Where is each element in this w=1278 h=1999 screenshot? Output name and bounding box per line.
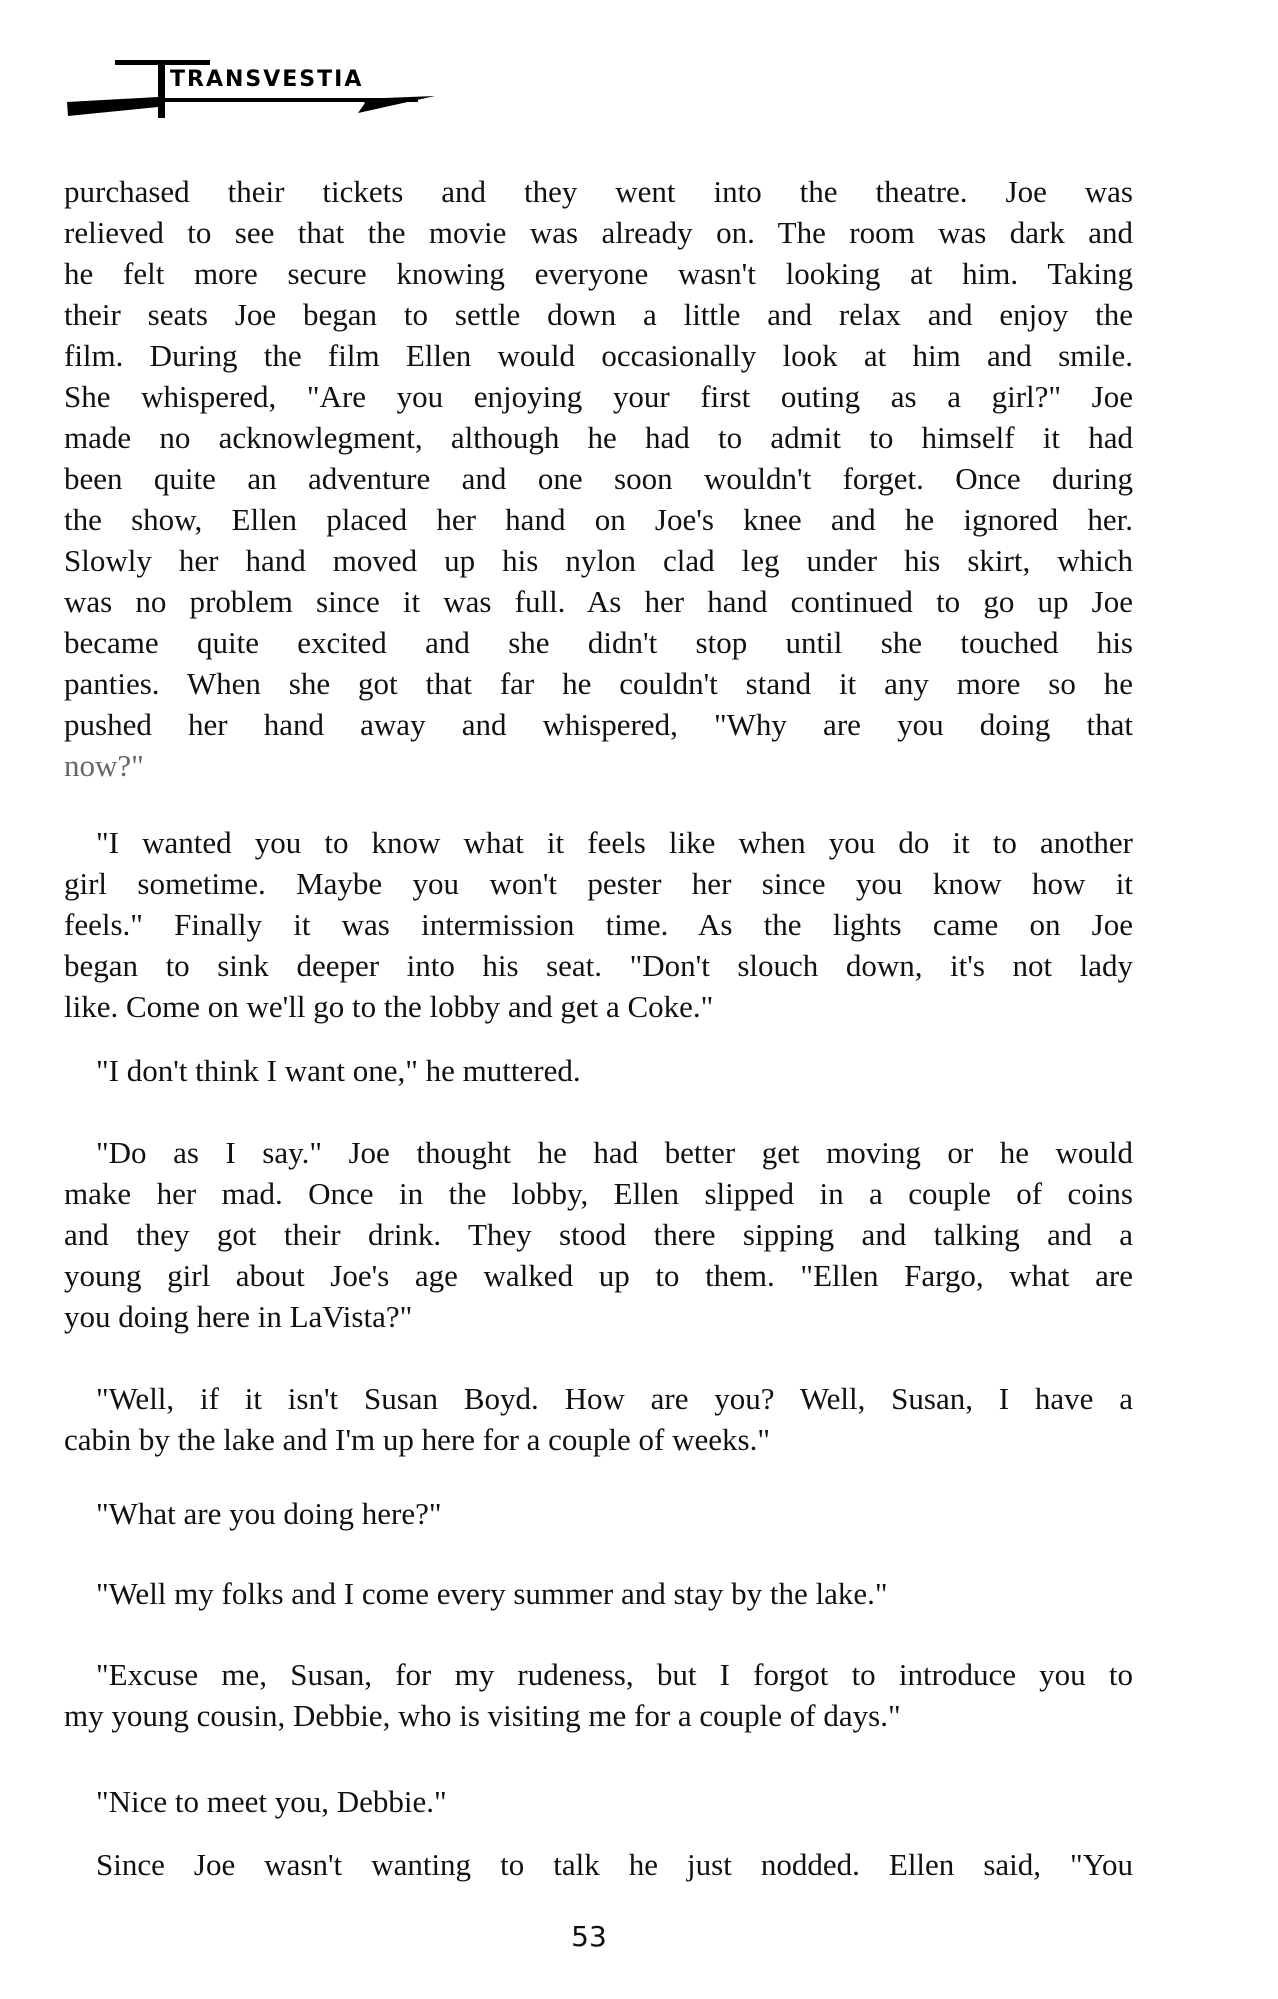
paragraph [64,1132,1133,1337]
paragraph [64,1654,1133,1736]
text-line: girl sometime. Maybe you won't pester her since you know how it [64,866,1133,901]
paragraph [64,822,1133,1027]
text-line: cabin by the lake and I'm up here for a couple of weeks." [64,1422,770,1457]
text-line: was no problem since it was full. As her hand continued to go up Joe [64,584,1133,619]
text-line: their seats Joe began to settle down a little and relax and enjoy the [64,297,1133,332]
text-line: been quite an adventure and one soon wouldn't forget. Once during [64,461,1133,496]
text-line: "Excuse me, Susan, for my rudeness, but I forgot to introduce you to [96,1657,1133,1692]
text-line: you doing here in LaVista?" [64,1299,413,1334]
text-line: young girl about Joe's age walked up to them. "Ellen Fargo, what are [64,1258,1133,1293]
text-line: "Well my folks and I come every summer and stay by the lake." [96,1576,888,1611]
paragraph [64,1573,1133,1614]
text-line: "Do as I say." Joe thought he had better get moving or he would [96,1135,1133,1170]
paragraph [64,1050,1133,1091]
text-line: "Well, if it isn't Susan Boyd. How are you? Well, Susan, I have a [96,1381,1133,1416]
text-line: make her mad. Once in the lobby, Ellen slipped in a couple of coins [64,1176,1133,1211]
text-line: "Nice to meet you, Debbie." [96,1784,447,1819]
text-line: my young cousin, Debbie, who is visiting me for a couple of days." [64,1698,901,1733]
text-line: She whispered, "Are you enjoying your first outing as a girl?" Joe [64,379,1133,414]
text-line: purchased their tickets and they went into the theatre. Joe was [64,174,1133,209]
paragraph [64,1781,1133,1822]
paragraph [64,171,1133,786]
text-line: and they got their drink. They stood there sipping and talking and a [64,1217,1133,1252]
text-line: began to sink deeper into his seat. "Don't slouch down, it's not lady [64,948,1133,983]
text-line: feels." Finally it was intermission time. As the lights came on Joe [64,907,1133,942]
text-line: like. Come on we'll go to the lobby and get a Coke." [64,989,714,1024]
text-line: film. During the film Ellen would occasionally look at him and smile. [64,338,1133,373]
page-number: 53 [571,1920,607,1953]
text-line: pushed her hand away and whispered, "Why are you doing that [64,707,1133,742]
paragraph [64,1844,1133,1885]
paragraph [64,1378,1133,1460]
text-line: Slowly her hand moved up his nylon clad leg under his skirt, which [64,543,1133,578]
text-line: made no acknowlegment, although he had to admit to himself it had [64,420,1133,455]
text-line: became quite excited and she didn't stop until she touched his [64,625,1133,660]
text-line: relieved to see that the movie was already on. The room was dark and [64,215,1133,250]
magazine-logo [60,55,450,125]
text-line: now?" [64,748,144,783]
text-line: "I wanted you to know what it feels like when you do it to another [96,825,1133,860]
logo-text: TRANSVESTIA [170,67,364,92]
text-line: the show, Ellen placed her hand on Joe's knee and he ignored her. [64,502,1133,537]
text-line: panties. When she got that far he couldn't stand it any more so he [64,666,1133,701]
paragraph [64,1493,1133,1534]
text-line: he felt more secure knowing everyone wasn't looking at him. Taking [64,256,1133,291]
text-line: "What are you doing here?" [96,1496,442,1531]
text-line: "I don't think I want one," he muttered. [96,1053,581,1088]
text-line: Since Joe wasn't wanting to talk he just nodded. Ellen said, "You [96,1847,1133,1882]
